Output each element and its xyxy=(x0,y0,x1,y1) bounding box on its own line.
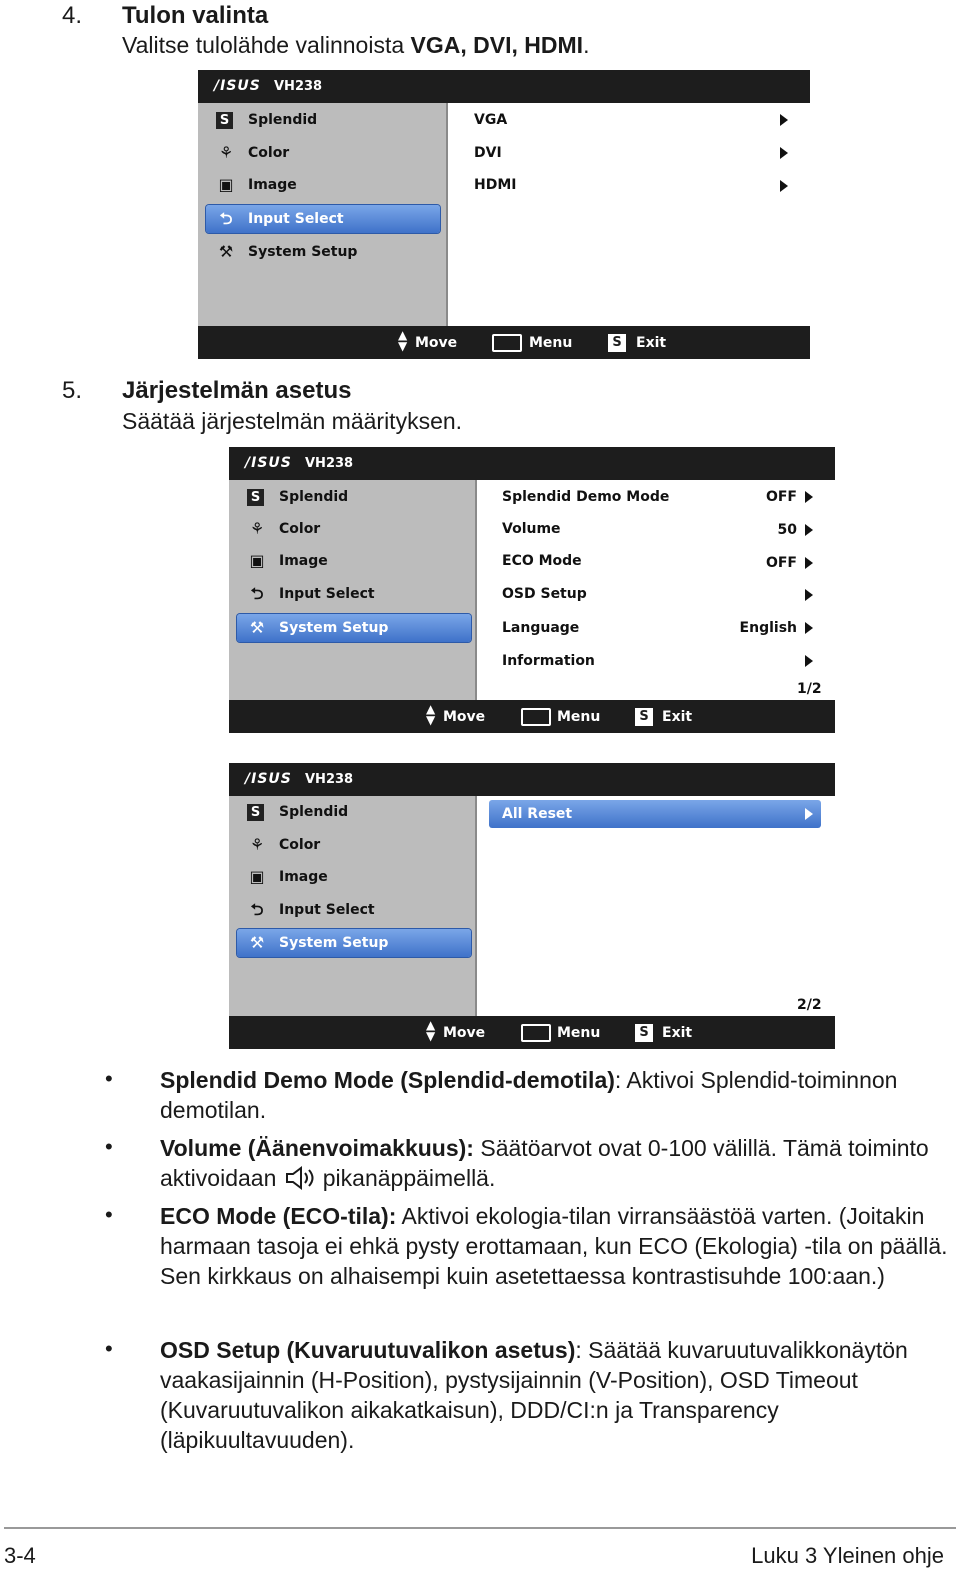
bullet-text: Säätöarvot ovat 0-100 välillä. Tämä toiminto aktivoidaan xyxy=(160,1135,929,1191)
model-name: VH238 xyxy=(305,456,354,471)
menu-item-color[interactable] xyxy=(237,515,471,543)
menu-item-splendid[interactable] xyxy=(237,798,471,826)
chevron-right-icon xyxy=(780,114,788,126)
menu-item-image[interactable] xyxy=(237,547,471,575)
bullet-text: : Säätää kuvaruutuvalikkonäytön vaakasijainnin (H-Position), pystysijainnin (V-Position), OSD Timeout (Kuvaruutuvalikon aikakatkaisun), DDD/CI:n ja Transparency (läpikuultavuuden). xyxy=(160,1337,908,1453)
menu-item-color[interactable] xyxy=(237,831,471,859)
step-5-subtitle: Säätää järjestelmän määrityksen. xyxy=(122,408,463,434)
menu-item-system-setup[interactable] xyxy=(206,238,440,266)
osd-options-panel xyxy=(475,796,835,1016)
option-value: OFF xyxy=(765,555,797,571)
input-select-icon: ⮌ xyxy=(250,900,264,919)
menu-item-input-select[interactable] xyxy=(206,205,440,233)
osd-options-panel xyxy=(446,103,810,326)
all-reset-label: All Reset xyxy=(502,806,573,822)
menu-label: Color xyxy=(279,837,321,853)
exit-s-icon: S xyxy=(608,334,626,352)
step-4-title: Tulon valinta xyxy=(122,2,269,29)
bullet-eco-mode xyxy=(160,1201,950,1291)
color-circles-icon: ⚘ xyxy=(249,835,265,854)
bullet-volume xyxy=(160,1133,950,1193)
osd-header xyxy=(198,70,810,103)
menu-label: Image xyxy=(279,553,328,569)
menu-item-input-select[interactable] xyxy=(237,896,471,924)
bullet-marker: • xyxy=(105,1202,113,1227)
asus-logo: /ISUS xyxy=(245,455,292,471)
bullet-text: pikanäppäimellä. xyxy=(322,1165,496,1191)
footer-menu-label: Menu xyxy=(529,335,573,351)
bullet-marker: • xyxy=(105,1336,113,1361)
bullet-marker: • xyxy=(105,1134,113,1159)
page-indicator: 2/2 xyxy=(797,997,822,1013)
chevron-right-icon xyxy=(805,524,813,536)
image-icon: ▣ xyxy=(249,551,265,570)
color-circles-icon: ⚘ xyxy=(249,519,265,538)
osd-footer xyxy=(229,1016,835,1049)
footer-menu-label: Menu xyxy=(557,709,601,725)
page-indicator: 1/2 xyxy=(797,681,822,697)
bullet-text: : Aktivoi Splendid-toiminnon demotilan. xyxy=(160,1067,898,1123)
chevron-right-icon xyxy=(805,622,813,634)
bullet-term: ECO Mode (ECO-tila): xyxy=(160,1203,397,1229)
exit-s-icon: S xyxy=(635,1024,653,1042)
speaker-icon xyxy=(283,1165,323,1191)
osd-header xyxy=(229,763,835,796)
option-splendid-demo-mode[interactable]: Splendid Demo Mode xyxy=(502,489,670,505)
menu-label: Input Select xyxy=(248,211,344,227)
menu-item-color[interactable] xyxy=(206,139,440,167)
footer-exit-label: Exit xyxy=(662,709,693,725)
footer-exit-label: Exit xyxy=(636,335,667,351)
splendid-s-icon: S xyxy=(247,804,264,821)
menu-label: Color xyxy=(279,521,321,537)
footer-move-label: Move xyxy=(443,1025,486,1041)
chevron-right-icon xyxy=(780,180,788,192)
color-circles-icon: ⚘ xyxy=(218,143,234,162)
system-setup-tools-icon: ⚒ xyxy=(249,933,265,952)
image-icon: ▣ xyxy=(249,867,265,886)
bullet-osd-setup xyxy=(160,1335,950,1455)
exit-s-icon: S xyxy=(635,708,653,726)
chevron-right-icon xyxy=(805,655,813,667)
option-information[interactable]: Information xyxy=(502,653,595,669)
osd-header xyxy=(229,447,835,480)
bullet-text: Aktivoi ekologia-tilan virransäästöä varten. (Joitakin harmaan tasoja ei ehkä pysty erottamaan, kun ECO (Ekologia) -tila on päällä. Sen kirkkaus on alhaisempi kuin asetettaessa kontrastisuhde 100:aan.) xyxy=(160,1203,948,1289)
menu-enter-icon xyxy=(492,334,522,352)
step-5-title: Järjestelmän asetus xyxy=(122,377,352,404)
input-select-icon: ⮌ xyxy=(250,584,264,603)
chevron-right-icon xyxy=(805,589,813,601)
footer-menu-label: Menu xyxy=(557,1025,601,1041)
option-value: 50 xyxy=(777,522,797,538)
bullet-term: OSD Setup (Kuvaruutuvalikon asetus) xyxy=(160,1337,576,1363)
step-4-subtitle-bold: VGA, DVI, HDMI xyxy=(410,32,584,58)
footer-move-label: Move xyxy=(443,709,486,725)
menu-label: Splendid xyxy=(248,112,318,128)
menu-label: Splendid xyxy=(279,804,349,820)
menu-item-input-select[interactable] xyxy=(237,580,471,608)
asus-logo: /ISUS xyxy=(214,78,261,94)
menu-item-splendid[interactable] xyxy=(237,483,471,511)
menu-label: System Setup xyxy=(279,935,389,951)
option-dvi[interactable]: DVI xyxy=(474,145,502,161)
chevron-right-icon xyxy=(805,557,813,569)
step-4-subtitle-suffix: . xyxy=(583,32,590,58)
chevron-right-icon xyxy=(780,147,788,159)
step-4-subtitle xyxy=(122,32,589,59)
footer-divider xyxy=(4,1527,956,1529)
system-setup-tools-icon: ⚒ xyxy=(218,242,234,261)
osd-footer xyxy=(198,326,810,359)
menu-item-splendid[interactable] xyxy=(206,106,440,134)
option-vga[interactable]: VGA xyxy=(474,112,508,128)
option-value: English xyxy=(739,620,797,636)
menu-label: System Setup xyxy=(279,620,389,636)
bullet-term: Volume (Äänenvoimakkuus): xyxy=(160,1135,474,1161)
menu-enter-icon xyxy=(521,708,551,726)
option-hdmi[interactable]: HDMI xyxy=(474,177,517,193)
asus-logo: /ISUS xyxy=(245,771,292,787)
model-name: VH238 xyxy=(305,772,354,787)
bullet-marker: • xyxy=(105,1066,113,1091)
menu-item-system-setup[interactable] xyxy=(237,929,471,957)
option-osd-setup[interactable]: OSD Setup xyxy=(502,586,587,602)
footer-move-label: Move xyxy=(415,335,458,351)
bullet-splendid-demo-mode xyxy=(160,1065,950,1125)
menu-label: Splendid xyxy=(279,489,349,505)
move-updown-icon: ▲ ▼ xyxy=(426,1018,436,1043)
option-all-reset[interactable] xyxy=(489,800,821,828)
osd-footer xyxy=(229,700,835,733)
menu-label: Image xyxy=(279,869,328,885)
option-volume[interactable]: Volume xyxy=(502,521,561,537)
option-language[interactable]: Language xyxy=(502,620,580,636)
model-name: VH238 xyxy=(274,79,323,94)
menu-item-system-setup[interactable] xyxy=(237,614,471,642)
menu-item-image[interactable] xyxy=(237,863,471,891)
option-eco-mode[interactable]: ECO Mode xyxy=(502,553,582,569)
osd-input-select xyxy=(198,70,810,359)
menu-label: Color xyxy=(248,145,290,161)
menu-label: System Setup xyxy=(248,244,358,260)
splendid-s-icon: S xyxy=(247,489,264,506)
chevron-right-icon xyxy=(805,491,813,503)
splendid-s-icon: S xyxy=(216,112,233,129)
system-setup-tools-icon: ⚒ xyxy=(249,618,265,637)
menu-label: Input Select xyxy=(279,586,375,602)
image-icon: ▣ xyxy=(218,175,234,194)
page-number: 3-4 xyxy=(4,1543,36,1568)
step-4-subtitle-text: Valitse tulolähde valinnoista xyxy=(122,32,411,58)
bullet-term: Splendid Demo Mode (Splendid-demotila) xyxy=(160,1067,615,1093)
menu-label: Image xyxy=(248,177,297,193)
input-select-icon: ⮌ xyxy=(219,209,233,228)
option-value: OFF xyxy=(765,489,797,505)
step-5-number: 5. xyxy=(62,377,83,404)
menu-enter-icon xyxy=(521,1024,551,1042)
footer-exit-label: Exit xyxy=(662,1025,693,1041)
osd-system-setup-page-1 xyxy=(229,447,835,733)
chapter-title: Luku 3 Yleinen ohje xyxy=(751,1543,944,1568)
menu-label: Input Select xyxy=(279,902,375,918)
move-updown-icon: ▲ ▼ xyxy=(426,702,436,727)
osd-system-setup-page-2 xyxy=(229,763,835,1049)
step-4-number: 4. xyxy=(62,2,83,29)
move-updown-icon: ▲ ▼ xyxy=(398,328,408,353)
menu-item-image[interactable] xyxy=(206,171,440,199)
chevron-right-icon xyxy=(805,808,813,820)
